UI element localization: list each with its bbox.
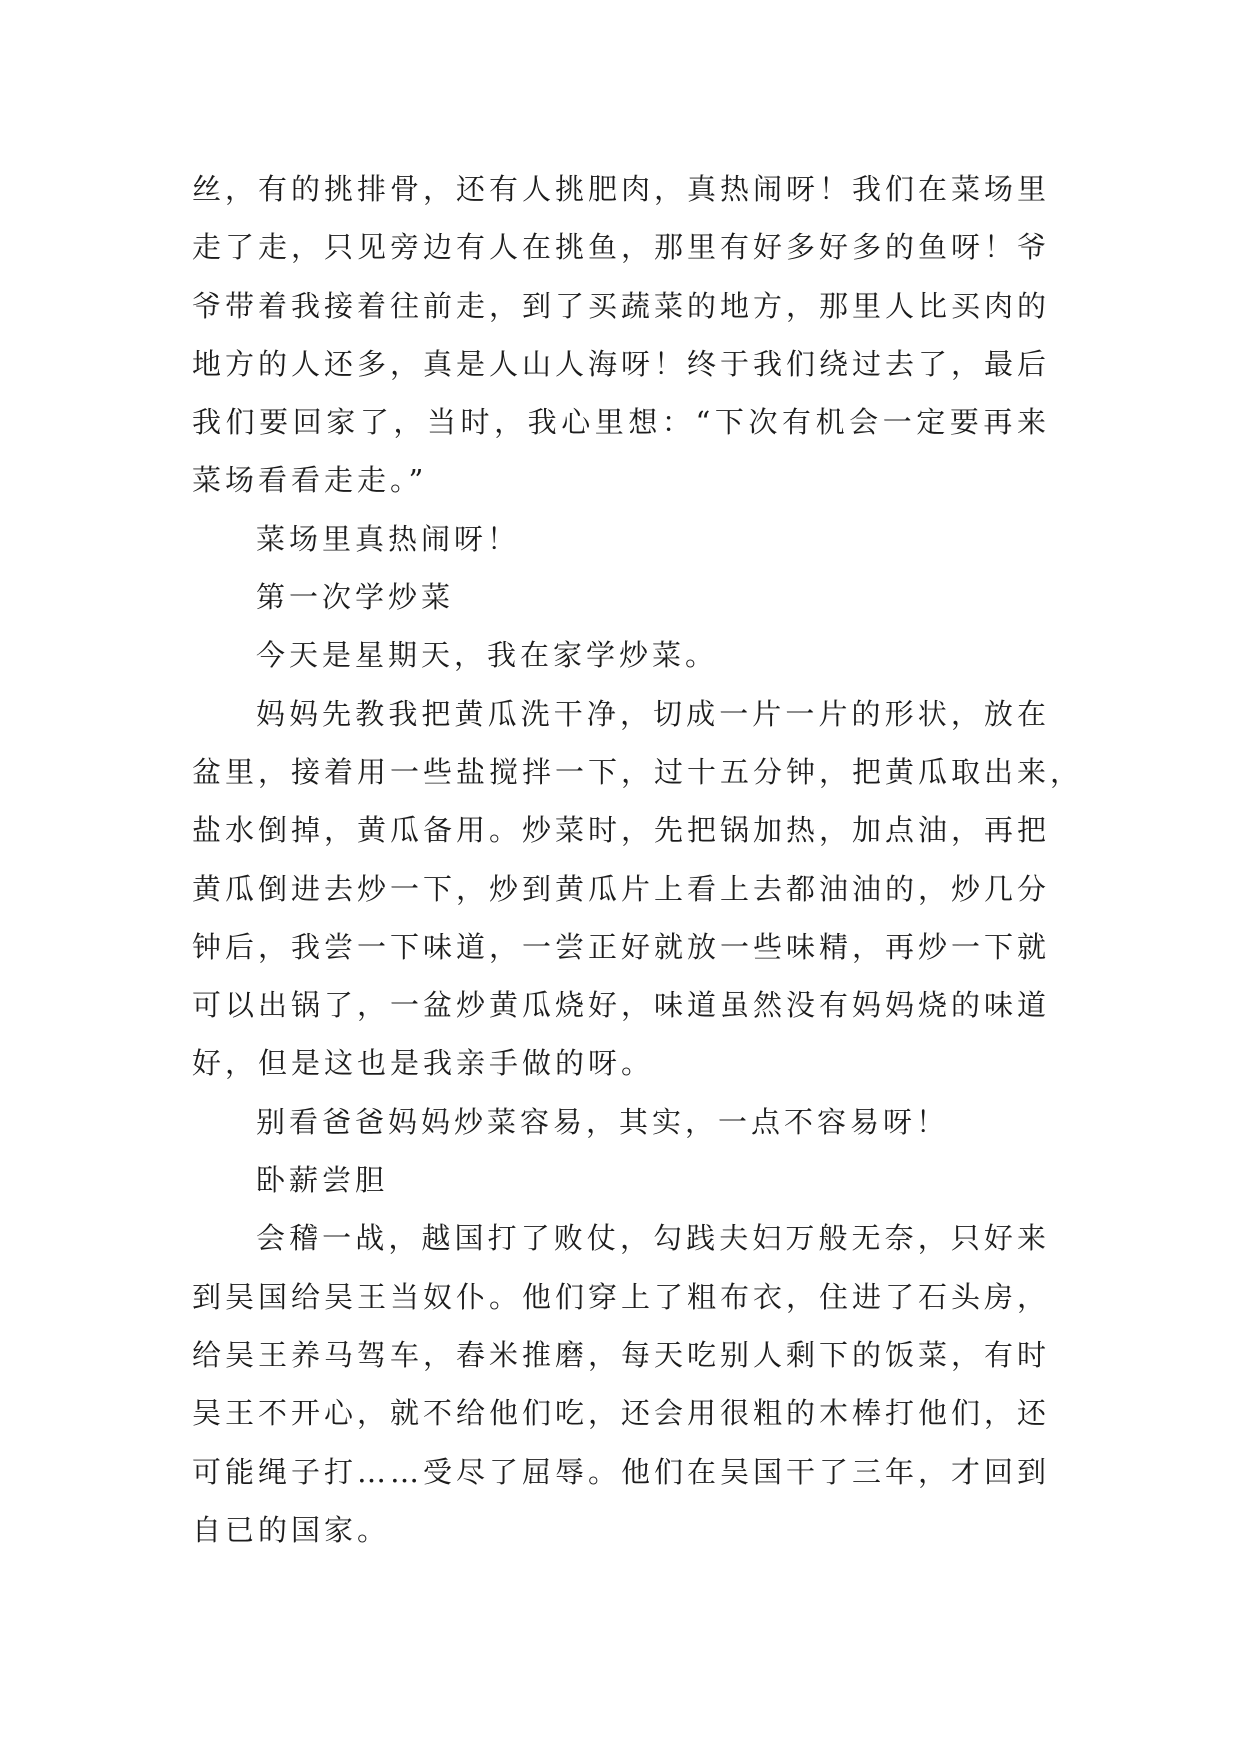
text-line: 别看爸爸妈妈炒菜容易，其实，一点不容易呀！ [256, 1104, 950, 1139]
section-title: 卧薪尝胆 [256, 1163, 389, 1198]
text-line: 到吴国给吴王当奴仆。他们穿上了粗布衣，住进了石头房， [192, 1279, 1051, 1314]
text-line: 盆里，接着用一些盐搅拌一下，过十五分钟，把黄瓜取出来， [192, 754, 1084, 789]
text-line: 会稽一战，越国打了败仗，勾践夫妇万般无奈，只好来 [256, 1221, 1050, 1256]
text-line: 吴王不开心，就不给他们吃，还会用很粗的木棒打他们，还 [192, 1396, 1051, 1431]
text-line: 钟后，我尝一下味道，一尝正好就放一些味精，再炒一下就 [192, 929, 1051, 964]
text-line: 菜场看看走走。” [192, 463, 428, 498]
text-line: 给吴王养马驾车，舂米推磨，每天吃别人剩下的饭菜，有时 [192, 1337, 1051, 1372]
text-line: 可以出锅了，一盆炒黄瓜烧好，味道虽然没有妈妈烧的味道 [192, 988, 1051, 1023]
text-line: 盐水倒掉，黄瓜备用。炒菜时，先把锅加热，加点油，再把 [192, 813, 1051, 848]
text-line: 自已的国家。 [192, 1512, 391, 1547]
body-text [192, 160, 1084, 1559]
text-line: 地方的人还多，真是人山人海呀！终于我们绕过去了，最后 [192, 346, 1051, 381]
text-line: 菜场里真热闹呀！ [256, 521, 521, 556]
text-line: 走了走，只见旁边有人在挑鱼，那里有好多好多的鱼呀！爷 [192, 230, 1051, 265]
text-line: 今天是星期天，我在家学炒菜。 [256, 638, 719, 673]
text-line: 丝，有的挑排骨，还有人挑肥肉，真热闹呀！我们在菜场里 [192, 172, 1051, 206]
text-line: 我们要回家了，当时，我心里想：“下次有机会一定要再来 [192, 405, 1050, 440]
text-line: 好，但是这也是我亲手做的呀。 [192, 1046, 655, 1081]
text-line: 妈妈先教我把黄瓜洗干净，切成一片一片的形状，放在 [256, 696, 1050, 731]
text-line: 可能绳子打……受尽了屈辱。他们在吴国干了三年，才回到 [192, 1454, 1051, 1489]
section-title: 第一次学炒菜 [256, 580, 455, 615]
text-line: 黄瓜倒进去炒一下，炒到黄瓜片上看上去都油油的，炒几分 [192, 871, 1051, 906]
text-line: 爷带着我接着往前走，到了买蔬菜的地方，那里人比买肉的 [192, 288, 1051, 323]
